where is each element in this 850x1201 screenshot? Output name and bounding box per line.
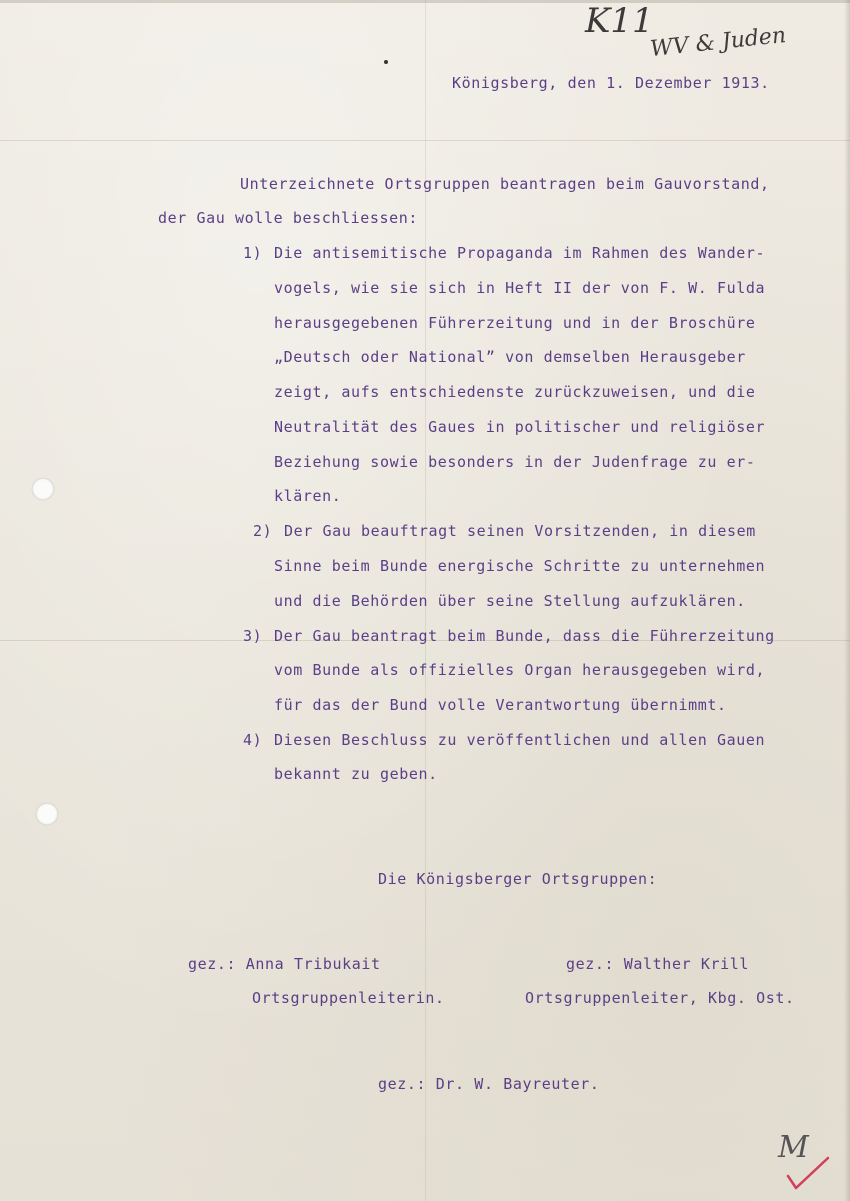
item-line: bekannt zu geben. [274,765,438,783]
intro-line: Unterzeichnete Ortsgruppen beantragen beim Gauvorstand, [240,175,770,193]
initial-mark-handwriting: M [778,1130,809,1165]
check-mark-icon [786,1152,830,1192]
item-line: Der Gau beauftragt seinen Vorsitzenden, in diesem [284,522,756,540]
item-line: Die antisemitische Propaganda im Rahmen des Wander- [274,244,766,262]
ink-speck [384,60,388,64]
item-number: 4) [243,731,263,749]
signatory-name: gez.: Anna Tribukait [188,955,381,973]
intro-line: der Gau wolle beschliessen: [158,209,419,227]
item-number: 2) [253,522,273,540]
item-line: Der Gau beantragt beim Bunde, dass die Führerzeitung [274,627,775,645]
item-number: 3) [243,627,263,645]
item-line: klären. [274,487,342,505]
paper-right-edge [844,0,850,1201]
item-line: Sinne beim Bunde energische Schritte zu unternehmen [274,557,766,575]
item-line: herausgegebenen Führerzeitung und in der Broschüre [274,314,756,332]
signatory-name: gez.: Walther Krill [566,955,749,973]
place-date: Königsberg, den 1. Dezember 1913. [452,74,770,92]
topic-note-handwriting: WV & Juden [649,22,788,63]
item-line: vogels, wie sie sich in Heft II der von F. W. Fulda [274,279,766,297]
item-line: „Deutsch oder National” von demselben Herausgeber [274,348,746,366]
punch-hole [32,478,54,500]
item-line: zeigt, aufs entschiedenste zurückzuweisen, und die [274,383,756,401]
signatory-role: Ortsgruppenleiterin. [252,989,445,1007]
item-line: für das der Bund volle Verantwortung übernimmt. [274,696,727,714]
signatory-role: Ortsgruppenleiter, Kbg. Ost. [525,989,795,1007]
item-line: und die Behörden über seine Stellung aufzuklären. [274,592,746,610]
item-line: Neutralität des Gaues in politischer und religiöser [274,418,766,436]
punch-hole [36,803,58,825]
item-number: 1) [243,244,263,262]
archive-mark-handwriting: K11 [585,1,654,41]
item-line: Beziehung sowie besonders in der Judenfrage zu er- [274,453,756,471]
item-line: Diesen Beschluss zu veröffentlichen und allen Gauen [274,731,766,749]
item-line: vom Bunde als offizielles Organ herausgegeben wird, [274,661,766,679]
final-signatory: gez.: Dr. W. Bayreuter. [378,1075,600,1093]
closing-line: Die Königsberger Ortsgruppen: [378,870,658,888]
